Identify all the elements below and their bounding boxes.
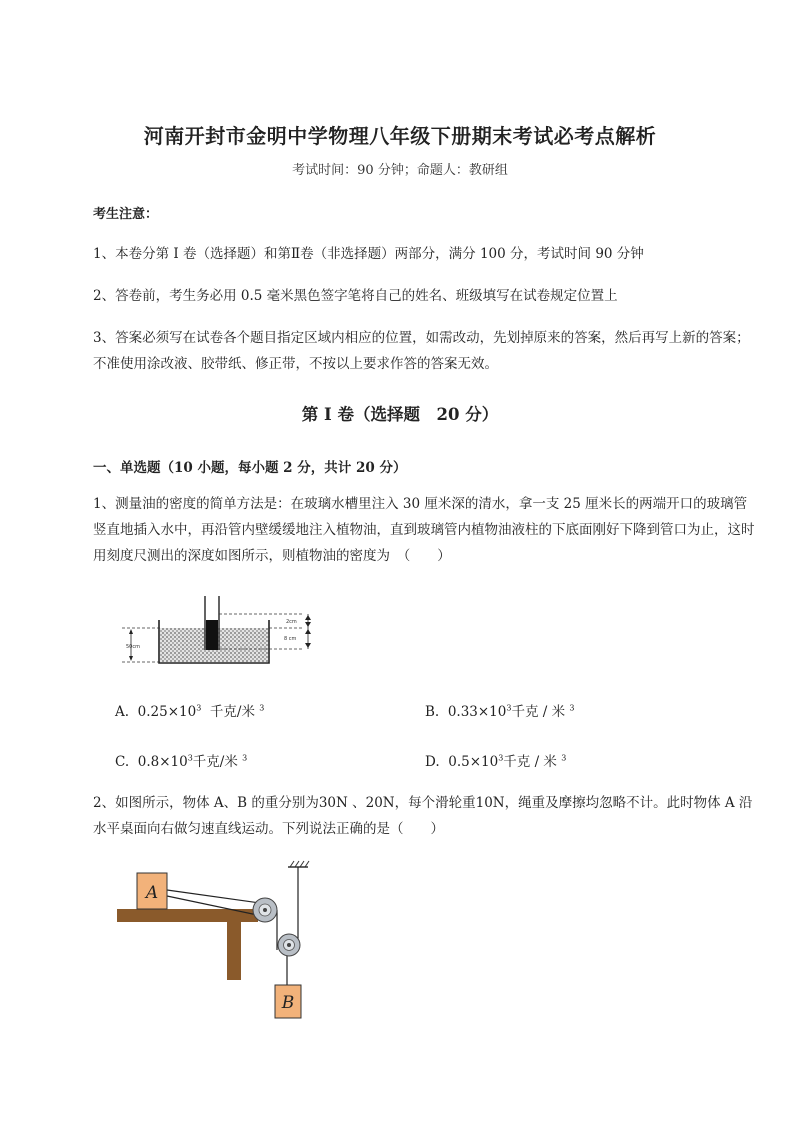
notice-heading: 考生注意： bbox=[93, 207, 159, 222]
page-title: 河南开封市金明中学物理八年级下册期末考试必考点解析 bbox=[143, 124, 657, 148]
notice-item: 1、本卷分第 I 卷（选择题）和第Ⅱ卷（非选择题）两部分，满分 100 分，考试时间 90 分钟 bbox=[93, 246, 644, 262]
question-2-text: 2、如图所示，物体 A、B 的重分别为30N 、20N，每个滑轮重10N，绳重及摩擦均忽略不计。此时物体 A 沿水平桌面向右做匀速直线运动。下列说法正确的是（ ） bbox=[93, 795, 753, 837]
notice-item: 3、答案必须写在试卷各个题目指定区域内相应的位置，如需改动，先划掉原来的答案，然后再写上新的答案；不准使用涂改液、胶带纸、修正带，不按以上要求作答的答案无效。 bbox=[93, 330, 750, 372]
part-heading: 一、单选题（10 小题，每小题 2 分，共计 20 分） bbox=[93, 460, 407, 476]
block-b-label: B bbox=[281, 993, 295, 1013]
option-c[interactable]: C. $0.8\times 10^3$千克/米 $^3$ bbox=[115, 753, 248, 770]
option-a[interactable]: A. $0.25\times 10^3$ 千克/米 $^3$ bbox=[115, 703, 265, 720]
figure-label-left: 50cm bbox=[126, 644, 140, 650]
table-leg bbox=[227, 922, 241, 980]
question-1-text: 1、测量油的密度的简单方法是：在玻璃水槽里注入 30 厘米深的清水，拿一支 25 厘米长的两端开口的玻璃管竖直地插入水中，再沿管内壁缓缓地注入植物油，直到玻璃管内植物油液柱的下底面刚好下降到管口为止，这时用刻度尺测出的深度如图所示，则植物油的密度为 （ ） bbox=[93, 496, 755, 564]
figure-label-mid: 8 cm bbox=[284, 636, 297, 642]
figure-label-top: 2cm bbox=[286, 619, 297, 625]
q1-figure bbox=[118, 592, 333, 668]
q2-figure bbox=[112, 858, 327, 1020]
section-title: 第 I 卷（选择题 20 分） bbox=[301, 405, 499, 424]
exam-info: 考试时间：90 分钟；命题人：教研组 bbox=[292, 163, 508, 178]
oil-column bbox=[206, 620, 218, 650]
block-a-label: A bbox=[145, 883, 159, 903]
notice-item: 2、答卷前，考生务必用 0.5 毫米黑色签字笔将自己的姓名、班级填写在试卷规定位置上 bbox=[93, 288, 618, 304]
option-b[interactable]: B. $0.33\times 10^3$千克 / 米 $^3$ bbox=[425, 703, 575, 720]
option-d[interactable]: D. $0.5\times 10^3$千克 / 米 $^3$ bbox=[425, 753, 567, 770]
